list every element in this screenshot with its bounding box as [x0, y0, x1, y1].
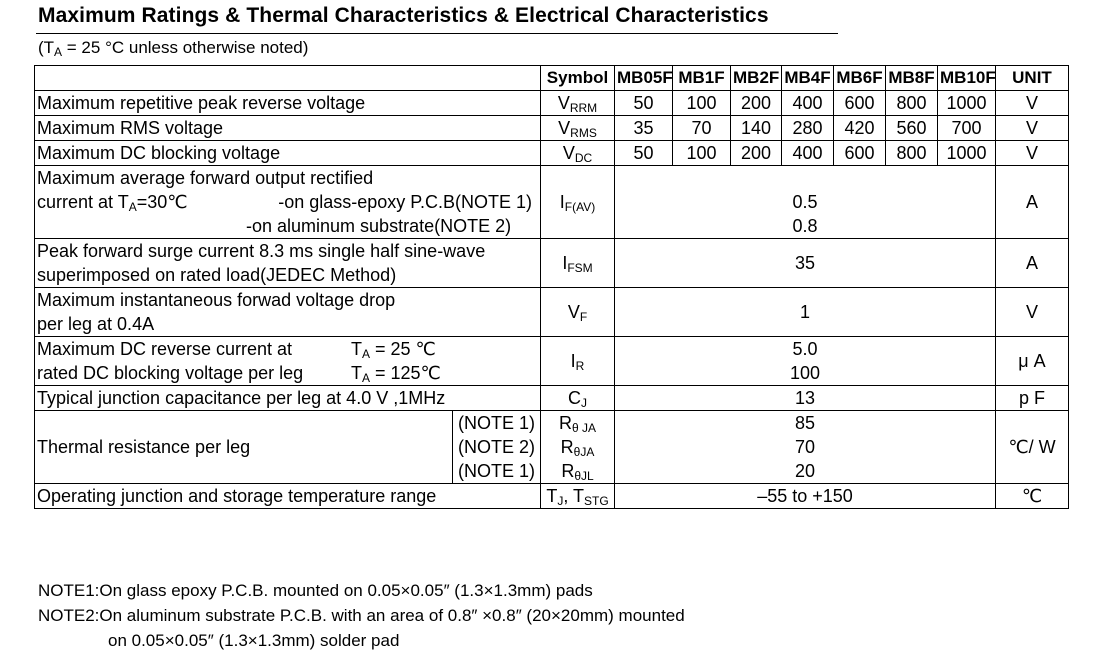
- symbol-subscript: RMS: [570, 126, 597, 140]
- condition-text: (T: [38, 38, 55, 57]
- param-line: Peak forward surge current 8.3 ms single half sine-wave: [37, 241, 486, 261]
- symbol-cell: [541, 337, 615, 386]
- unit-cell: ℃: [996, 484, 1069, 509]
- header-model: MB6F: [834, 66, 886, 91]
- ratings-table: [34, 65, 1069, 509]
- header-model: MB2F: [731, 66, 782, 91]
- value-cell: [615, 166, 996, 239]
- symbol-letter: R: [558, 413, 572, 433]
- symbol-cell: [541, 166, 615, 239]
- symbol-line: [543, 411, 612, 435]
- value-line: 5.0: [792, 339, 818, 359]
- symbol-letter: I: [559, 192, 565, 212]
- param-line: per leg at 0.4A: [37, 314, 155, 334]
- condition-subscript: A: [54, 45, 63, 59]
- symbol-cell: [541, 288, 615, 337]
- param-line: [37, 361, 538, 385]
- unit-cell: V: [996, 116, 1069, 141]
- value-cell: 13: [615, 386, 996, 411]
- param-text: T: [351, 363, 362, 383]
- param-cell: Typical junction capacitance per leg at 4.0 V ,1MHz: [35, 386, 541, 411]
- value-cell: 200: [731, 91, 782, 116]
- value-cell: 1: [615, 288, 996, 337]
- symbol-letter: C: [568, 388, 581, 408]
- unit-cell: A: [996, 239, 1069, 288]
- unit-cell: A: [996, 166, 1069, 239]
- param-cell: Maximum DC blocking voltage: [35, 141, 541, 166]
- symbol-letter: V: [557, 93, 570, 113]
- unit-cell: μ A: [996, 337, 1069, 386]
- param-note: -on glass-epoxy P.C.B(NOTE 1): [278, 192, 532, 212]
- value-cell: 700: [938, 116, 996, 141]
- value-cell: 50: [615, 91, 673, 116]
- value-cell: 400: [782, 91, 834, 116]
- symbol-cell: [541, 239, 615, 288]
- symbol-cell: [541, 411, 615, 484]
- unit-cell: ℃/ W: [996, 411, 1069, 484]
- table-row-vrms: [35, 116, 1069, 141]
- symbol-subscript: R: [575, 359, 585, 373]
- param-line: Maximum average forward output rectified: [37, 168, 374, 188]
- footnote: NOTE1:On glass epoxy P.C.B. mounted on 0.05×0.05″ (1.3×1.3mm) pads: [38, 581, 593, 600]
- value-cell: 35: [615, 116, 673, 141]
- symbol-cell: [541, 484, 615, 509]
- table-row-ir: [35, 337, 1069, 386]
- header-unit: UNIT: [996, 66, 1069, 91]
- value-cell: 800: [886, 141, 938, 166]
- symbol-cell: [541, 116, 615, 141]
- value-cell: 600: [834, 91, 886, 116]
- header-symbol: Symbol: [541, 66, 615, 91]
- param-text: rated DC blocking voltage per leg: [37, 363, 304, 383]
- symbol-letter: V: [562, 143, 575, 163]
- value-cell: 400: [782, 141, 834, 166]
- param-cell: [35, 288, 541, 337]
- table-header-row: [35, 66, 1069, 91]
- symbol-line: [543, 435, 612, 459]
- symbol-subscript: F: [579, 310, 588, 324]
- param-text: current at T: [37, 192, 129, 212]
- param-cell: Maximum RMS voltage: [35, 116, 541, 141]
- symbol-letter: R: [561, 461, 575, 481]
- param-line: superimposed on rated load(JEDEC Method): [37, 265, 397, 285]
- value-line: 20: [794, 461, 816, 481]
- symbol-letter: V: [567, 302, 580, 322]
- param-condition: [37, 190, 187, 214]
- value-cell: 1000: [938, 141, 996, 166]
- symbol-subscript: θJL: [574, 469, 594, 483]
- note-ref: (NOTE 1): [457, 461, 535, 481]
- table-row-tj: [35, 484, 1069, 509]
- note-ref: (NOTE 1): [457, 413, 535, 433]
- unit-cell: V: [996, 141, 1069, 166]
- value-cell: 100: [673, 91, 731, 116]
- symbol-line: [543, 459, 612, 483]
- unit-cell: p F: [996, 386, 1069, 411]
- value-line: 0.5: [792, 192, 818, 212]
- header-model: MB1F: [673, 66, 731, 91]
- param-cell: Thermal resistance per leg: [35, 411, 453, 484]
- value-cell: 420: [834, 116, 886, 141]
- page-title: Maximum Ratings & Thermal Characteristics & Electrical Characteristics: [38, 4, 769, 27]
- unit-cell: V: [996, 288, 1069, 337]
- symbol-subscript: J: [581, 396, 587, 410]
- param-text: Maximum DC reverse current at: [37, 339, 293, 359]
- param-cell: Maximum repetitive peak reverse voltage: [35, 91, 541, 116]
- symbol-subscript: θ JA: [571, 421, 596, 435]
- table-row-rth: [35, 411, 1069, 484]
- header-model: MB8F: [886, 66, 938, 91]
- param-line: [37, 337, 538, 361]
- value-cell: [615, 411, 996, 484]
- title-underline: [36, 33, 838, 34]
- table-row-vf: [35, 288, 1069, 337]
- header-model: MB4F: [782, 66, 834, 91]
- symbol-subscript: STG: [584, 494, 609, 508]
- value-cell: 50: [615, 141, 673, 166]
- symbol-subscript: RRM: [569, 101, 598, 115]
- symbol-subscript: F(AV): [564, 200, 596, 214]
- param-line: [37, 190, 538, 214]
- param-subscript: A: [128, 200, 137, 214]
- symbol-cell: [541, 91, 615, 116]
- symbol-letter: R: [560, 437, 574, 457]
- table-row-cj: [35, 386, 1069, 411]
- value-cell: 600: [834, 141, 886, 166]
- note-ref: (NOTE 2): [457, 437, 535, 457]
- footnote-continuation: on 0.05×0.05″ (1.3×1.3mm) solder pad: [108, 631, 400, 650]
- unit-cell: V: [996, 91, 1069, 116]
- param-cell: Operating junction and storage temperature range: [35, 484, 541, 509]
- value-line: 85: [794, 413, 816, 433]
- symbol-letter: T: [546, 486, 558, 506]
- param-cell: [35, 337, 541, 386]
- note-cell: [453, 411, 541, 484]
- table-row-ifav: [35, 166, 1069, 239]
- table-row-vdc: [35, 141, 1069, 166]
- param-text: = 25 ℃: [370, 339, 436, 359]
- footnotes: [38, 578, 685, 653]
- value-cell: [615, 337, 996, 386]
- value-cell: 800: [886, 91, 938, 116]
- param-line: Maximum instantaneous forwad voltage drop: [37, 290, 396, 310]
- symbol-cell: [541, 141, 615, 166]
- condition-text-end: = 25 °C unless otherwise noted): [62, 38, 309, 57]
- symbol-subscript: FSM: [567, 261, 593, 275]
- param-cell: [35, 239, 541, 288]
- symbol-cell: [541, 386, 615, 411]
- value-line: 0.8: [792, 216, 818, 236]
- value-cell: 1000: [938, 91, 996, 116]
- value-line: 70: [794, 437, 816, 457]
- symbol-subscript: θJA: [573, 445, 595, 459]
- value-line: 100: [789, 363, 821, 383]
- footnote: NOTE2:On aluminum substrate P.C.B. with an area of 0.8″ ×0.8″ (20×20mm) mounted: [38, 606, 685, 625]
- value-cell: –55 to +150: [615, 484, 996, 509]
- param-text: = 125℃: [370, 363, 441, 383]
- value-cell: 100: [673, 141, 731, 166]
- param-subscript: A: [362, 371, 371, 385]
- value-cell: 140: [731, 116, 782, 141]
- value-cell: 560: [886, 116, 938, 141]
- symbol-letter: I: [570, 351, 576, 371]
- symbol-letter: V: [558, 118, 571, 138]
- param-text: =30℃: [136, 192, 188, 212]
- param-text: T: [351, 339, 362, 359]
- value-cell: 35: [615, 239, 996, 288]
- value-cell: 280: [782, 116, 834, 141]
- symbol-subscript: DC: [574, 151, 593, 165]
- header-model: MB05F: [615, 66, 673, 91]
- param-note: -on aluminum substrate(NOTE 2): [246, 216, 512, 236]
- value-cell: 70: [673, 116, 731, 141]
- param-cell: [35, 166, 541, 239]
- table-row-ifsm: [35, 239, 1069, 288]
- test-condition: [38, 38, 308, 58]
- symbol-letter: I: [562, 253, 568, 273]
- symbol-subscript: J: [557, 494, 564, 508]
- value-cell: 200: [731, 141, 782, 166]
- symbol-letter: , T: [563, 486, 584, 506]
- header-model: MB10F: [938, 66, 996, 91]
- header-blank-cell: [35, 66, 541, 91]
- table-row-vrrm: [35, 91, 1069, 116]
- param-subscript: A: [362, 347, 371, 361]
